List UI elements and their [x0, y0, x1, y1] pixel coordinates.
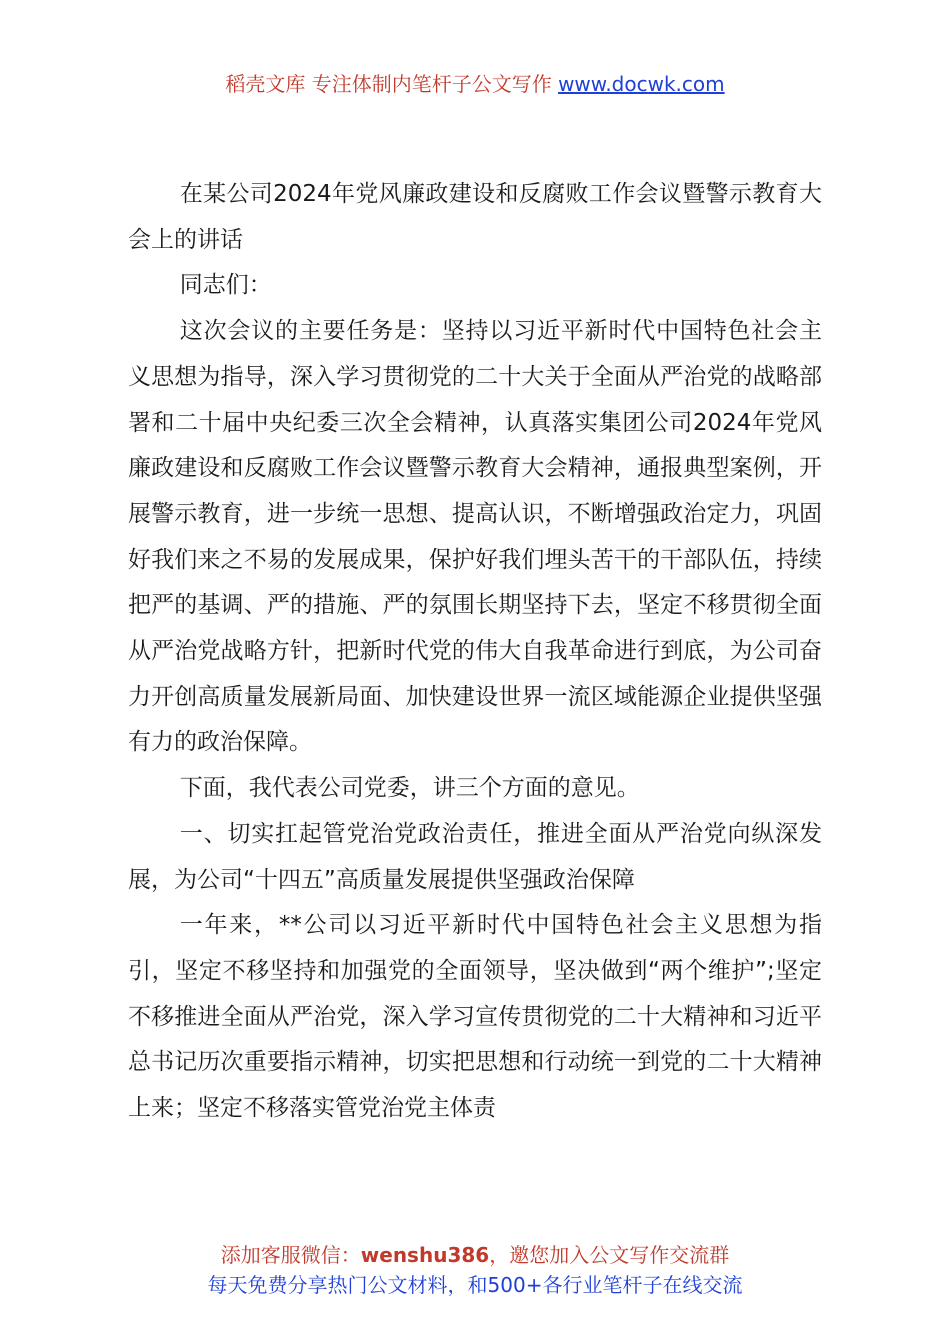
wechat-id: wenshu386 — [360, 1243, 490, 1267]
paragraph: 下面，我代表公司党委，讲三个方面的意见。 — [179, 775, 640, 802]
footer-line-contact — [0, 1240, 950, 1270]
speech-title: 在某公司2024年党风廉政建设和反腐败工作会议暨警示教育大会上的讲话 — [128, 181, 822, 253]
watermark-header — [0, 70, 950, 98]
footer-line-promo: 每天免费分享热门公文材料，和500+各行业笔杆子在线交流 — [207, 1273, 743, 1297]
salutation: 同志们： — [179, 272, 272, 299]
brand-text: 稻壳文库 专注体制内笔杆子公文写作 — [225, 72, 559, 96]
footer-prefix: 添加客服微信： — [220, 1243, 361, 1267]
site-link[interactable]: www.docwk.com — [558, 72, 725, 96]
paragraph: 一年来，**公司以习近平新时代中国特色社会主义思想为指引，坚定不移坚持和加强党的全面领导，坚决做到“两个维护”;坚定不移推进全面从严治党，深入学习宣传贯彻党的二十大精神和习近平总书记历次重要指示精神，切实把思想和行动统一到党的二十大精神上来；坚定不移落实管党治党主体责 — [128, 912, 822, 1122]
document-body — [128, 172, 822, 1132]
footer-suffix: ，邀您加入公文写作交流群 — [489, 1243, 730, 1267]
section-heading: 一、切实扛起管党治党政治责任，推进全面从严治党向纵深发展，为公司“十四五”高质量发展提供坚强政治保障 — [128, 820, 822, 893]
watermark-footer — [0, 1240, 950, 1300]
paragraph: 这次会议的主要任务是：坚持以习近平新时代中国特色社会主义思想为指导，深入学习贯彻党的二十大关于全面从严治党的战略部署和二十届中央纪委三次全会精神，认真落实集团公司2024年党风廉政建设和反腐败工作会议暨警示教育大会精神，通报典型案例，开展警示教育，进一步统一思想、提高认识，不断增强政治定力，巩固好我们来之不易的发展成果，保护好我们埋头苦干的干部队伍，持续把严的基调、严的措施、严的氛围长期坚持下去，坚定不移贯彻全面从严治党战略方针，把新时代党的伟大自我革命进行到底，为公司奋力开创高质量发展新局面、加快建设世界一流区域能源企业提供坚强有力的政治保障。 — [128, 318, 822, 756]
